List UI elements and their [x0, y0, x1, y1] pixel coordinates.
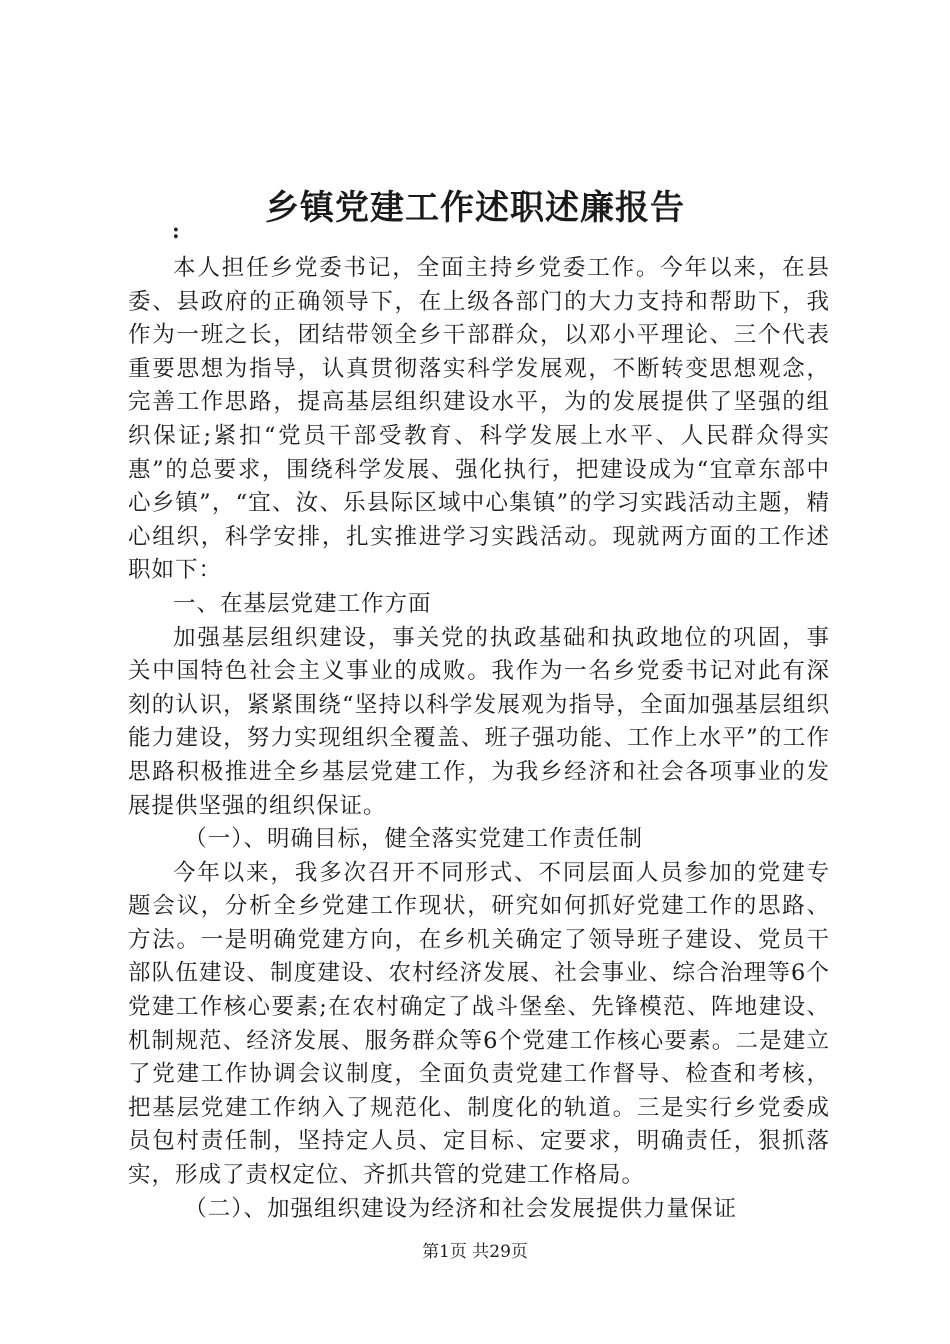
page-footer: 第1页 共29页 — [422, 1242, 528, 1262]
section-1-paragraph: 加强基层组织建设，事关党的执政基础和执政地位的巩固，事关中国特色社会主义事业的成败。我作为一名乡党委书记对此有深刻的认识，紧紧围绕“坚持以科学发展观为指导，全面加强基层组织能力建设，努力实现组织全覆盖、班子强功能、工作上水平”的工作思路积极推进全乡基层党建工作，为我乡经济和社会各项事业的发展提供坚强的组织保证。 — [128, 624, 830, 819]
document-body — [128, 252, 830, 1226]
title-colon: : — [172, 218, 180, 243]
subsection-heading-2: （二）、加强组织建设为经济和社会发展提供力量保证 — [184, 1195, 738, 1222]
subsection-1-paragraph: 今年以来，我多次召开不同形式、不同层面人员参加的党建专题会议，分析全乡党建工作现状，研究如何抓好党建工作的思路、方法。一是明确党建方向，在乡机关确定了领导班子建设、党员干部队伍建设、制度建设、农村经济发展、社会事业、综合治理等6个党建工作核心要素;在农村确定了战斗堡垒、先锋模范、阵地建设、机制规范、经济发展、服务群众等6个党建工作核心要素。二是建立了党建工作协调会议制度，全面负责党建工作督导、检查和考核，把基层党建工作纳入了规范化、制度化的轨道。三是实行乡党委成员包村责任制，坚持定人员、定目标、定要求，明确责任，狠抓落实，形成了责权定位、齐抓共管的党建工作格局。 — [128, 859, 830, 1189]
intro-paragraph: 本人担任乡党委书记，全面主持乡党委工作。今年以来，在县委、县政府的正确领导下，在上级各部门的大力支持和帮助下，我作为一班之长，团结带领全乡干部群众，以邓小平理论、三个代表重要思想为指导，认真贯彻落实科学发展观，不断转变思想观念，完善工作思路，提高基层组织建设水平，为的发展提供了坚强的组织保证;紧扣“党员干部受教育、科学发展上水平、人民群众得实惠”的总要求，围绕科学发展、强化执行，把建设成为“宜章东部中心乡镇”，“宜、汝、乐县际区域中心集镇”的学习实践活动主题，精心组织，科学安排，扎实推进学习实践活动。现就两方面的工作述职如下： — [128, 255, 830, 584]
subsection-heading-1: （一）、明确目标，健全落实党建工作责任制 — [184, 826, 644, 853]
section-heading-1: 一、在基层党建工作方面 — [173, 590, 432, 617]
document-title: 乡镇党建工作述职述廉报告 — [265, 188, 685, 228]
